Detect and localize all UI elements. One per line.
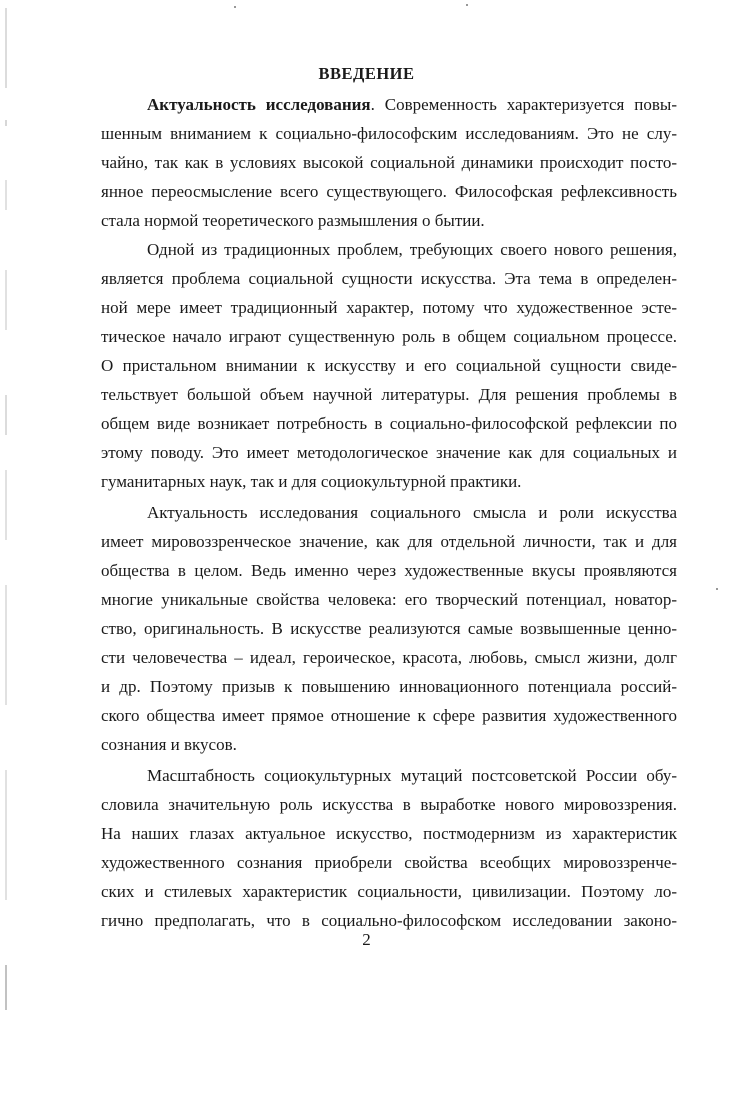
text-line: и др. Поэтому призыв к повышению инновационного потенциала россий- xyxy=(101,677,677,696)
text-line: многие уникальные свойства человека: его творческий потенциал, новатор- xyxy=(101,590,677,609)
text-line: сти человечества – идеал, героическое, красота, любовь, смысл жизни, долг xyxy=(101,648,677,667)
text-line: шенным вниманием к социально-философским исследованиям. Это не слу- xyxy=(101,124,677,143)
text-line: ство, оригинальность. В искусстве реализуются самые возвышенные ценно- xyxy=(101,619,677,638)
text-line: янное переосмысление всего существующего. Философская рефлексивность xyxy=(101,182,677,201)
text-line: Масштабность социокультурных мутаций постсоветской России обу- xyxy=(147,766,677,785)
text-line: Одной из традиционных проблем, требующих своего нового решения, xyxy=(147,240,677,259)
text-line: ского общества имеет прямое отношение к сфере развития художественного xyxy=(101,706,677,725)
text-line: гуманитарных наук, так и для социокультурной практики. xyxy=(101,472,522,491)
text-line: художественного сознания приобрели свойства всеобщих мировоззренче- xyxy=(101,853,677,872)
text-line: тельствует большой объем научной литературы. Для решения проблемы в xyxy=(101,385,677,404)
page-number: 2 xyxy=(362,930,371,949)
text-line: ских и стилевых характеристик социальности, цивилизации. Поэтому ло- xyxy=(101,882,677,901)
scan-margin-artifact xyxy=(5,770,7,900)
scan-margin-artifact xyxy=(5,180,7,210)
text-line: имеет мировоззренческое значение, как для отдельной личности, так и для xyxy=(101,532,677,551)
text-line: сознания и вкусов. xyxy=(101,735,237,754)
text-line: общем виде возникает потребность в социально-философской рефлексии по xyxy=(101,414,677,433)
scan-speck xyxy=(466,4,468,6)
text-line: Актуальность исследования социального смысла и роли искусства xyxy=(147,503,677,522)
text-line xyxy=(147,92,677,118)
text-line: ной мере имеет традиционный характер, потому что художественное эсте- xyxy=(101,298,677,317)
text-line: О пристальном внимании к искусству и его социальной сущности свиде- xyxy=(101,356,677,375)
scan-margin-artifact xyxy=(5,585,7,705)
scan-margin-artifact xyxy=(5,120,7,126)
text-line: гично предполагать, что в социально-философском исследовании законо- xyxy=(101,911,677,930)
text-line: тическое начало играют существенную роль в общем социальном процессе. xyxy=(101,327,677,346)
text-line: словила значительную роль искусства в выработке нового мировоззрения. xyxy=(101,795,677,814)
text-line: этому поводу. Это имеет методологическое значение как для социальных и xyxy=(101,443,677,462)
text-line: На наших глазах актуальное искусство, постмодернизм из характеристик xyxy=(101,824,677,843)
text-line: чайно, так как в условиях высокой социальной динамики происходит посто- xyxy=(101,153,677,172)
text-line: общества в целом. Ведь именно через художественные вкусы проявляются xyxy=(101,561,677,580)
scan-margin-artifact xyxy=(5,470,7,540)
scan-margin-artifact xyxy=(5,395,7,435)
scan-margin-artifact xyxy=(5,8,7,88)
section-heading: ВВЕДЕНИЕ xyxy=(318,64,415,83)
scan-margin-artifact xyxy=(5,965,7,1010)
scan-speck xyxy=(234,6,236,8)
lead-bold-phrase: Актуальность исследования xyxy=(147,95,371,114)
text-line: является проблема социальной сущности искусства. Эта тема в определен- xyxy=(101,269,677,288)
text-line-content: . Современность характеризуется повы- xyxy=(370,95,677,114)
text-line: стала нормой теоретического размышления о бытии. xyxy=(101,211,485,230)
scan-margin-artifact xyxy=(5,270,7,330)
scan-speck xyxy=(716,588,718,590)
